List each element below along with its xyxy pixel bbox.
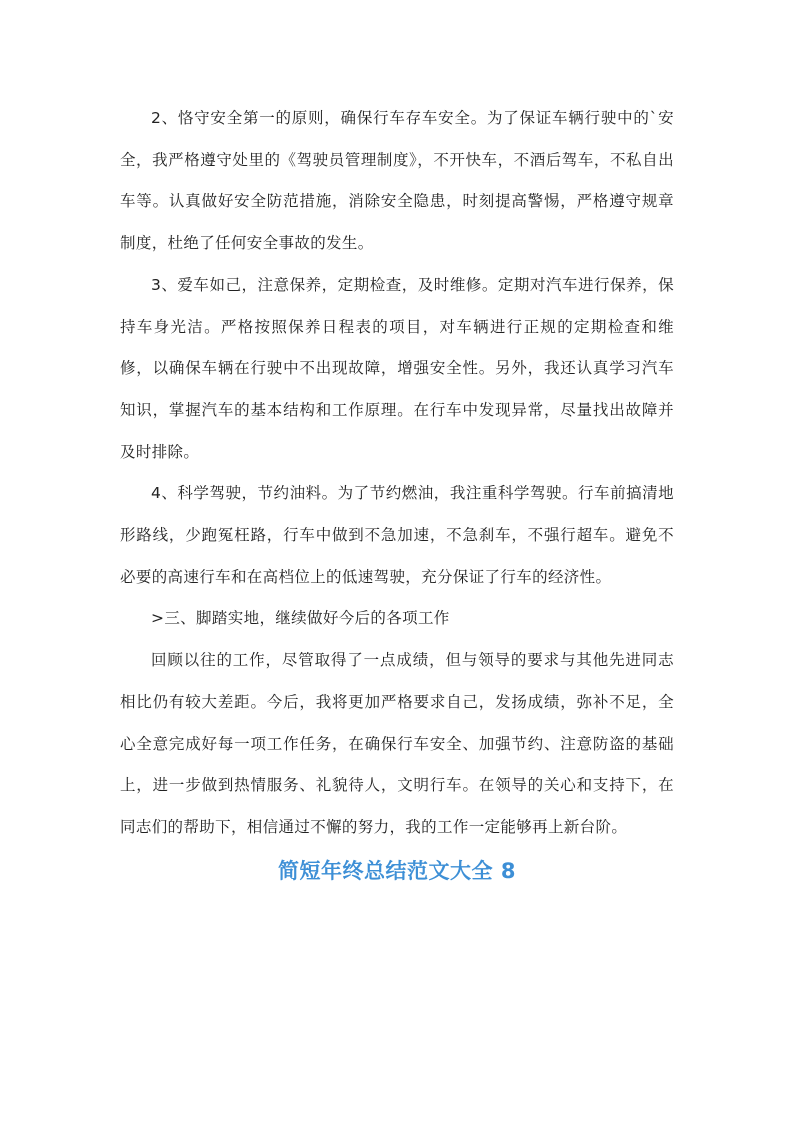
document-body xyxy=(120,98,674,889)
paragraph-maintenance: 3、爱车如己，注意保养，定期检查，及时维修。定期对汽车进行保养，保持车身光洁。严格按照保养日程表的项目，对车辆进行正规的定期检查和维修，以确保车辆在行驶中不出现故障，增强安全性。另外，我还认真学习汽车知识，掌握汽车的基本结构和工作原理。在行车中发现异常，尽量找出故障并及时排除。 xyxy=(120,275,674,461)
article-title: 简短年终总结范文大全 8 xyxy=(278,858,516,883)
paragraph-fuel-economy: 4、科学驾驶，节约油料。为了节约燃油，我注重科学驾驶。行车前搞清地形路线，少跑冤枉路，行车中做到不急加速，不急刹车，不强行超车。避免不必要的高速行车和在高档位上的低速驾驶，充分保证了行车的经济性。 xyxy=(120,484,674,586)
section-heading: >三、脚踏实地，继续做好今后的各项工作 xyxy=(151,609,450,628)
paragraph-closing: 回顾以往的工作，尽管取得了一点成绩，但与领导的要求与其他先进同志相比仍有较大差距。今后，我将更加严格要求自己，发扬成绩，弥补不足，全心全意完成好每一项工作任务，在确保行车安全、加强节约、注意防盗的基础上，进一步做到热情服务、礼貌待人，文明行车。在领导的关心和支持下，在同志们的帮助下，相信通过不懈的努力，我的工作一定能够再上新台阶。 xyxy=(120,651,674,836)
paragraph-safety: 2、恪守安全第一的原则，确保行车存车安全。为了保证车辆行驶中的`安全，我严格遵守处里的《驾驶员管理制度》，不开快车，不酒后驾车，不私自出车等。认真做好安全防范措施，消除安全隐患，时刻提高警惕，严格遵守规章制度，杜绝了任何安全事故的发生。 xyxy=(120,109,674,253)
